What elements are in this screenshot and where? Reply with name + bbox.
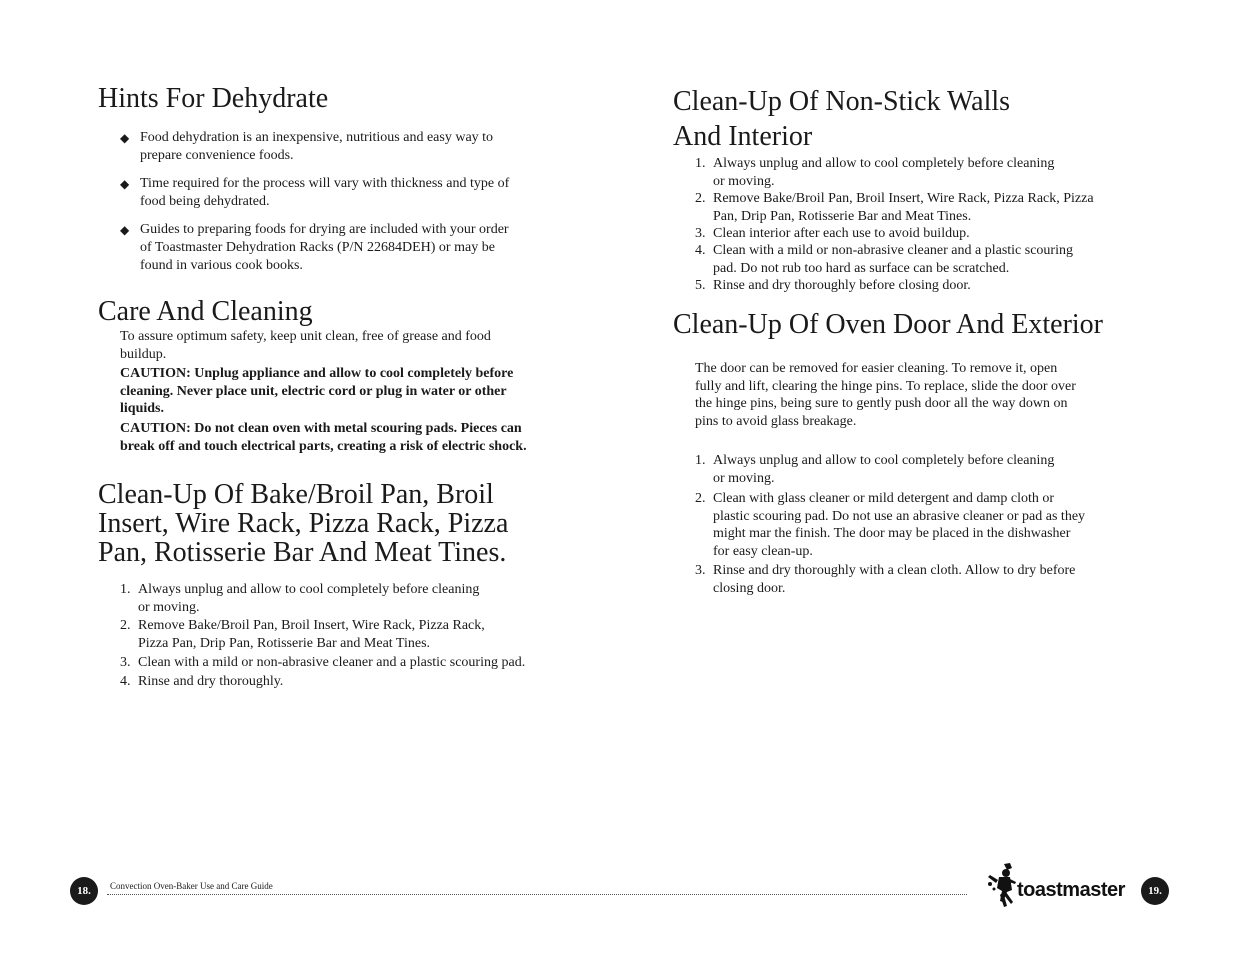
step-text: Always unplug and allow to cool completely before cleaning xyxy=(138,582,480,597)
door-intro-line: The door can be removed for easier cleaning. To remove it, open xyxy=(695,361,1058,376)
caution-line: liquids. xyxy=(120,401,164,416)
step-number: 2. xyxy=(120,618,131,633)
step-text: Rinse and dry thoroughly. xyxy=(138,674,284,689)
step-number: 3. xyxy=(695,563,706,578)
footer-divider xyxy=(107,894,967,895)
caution-unplug xyxy=(120,365,570,418)
bullet-text: found in various cook books. xyxy=(140,258,303,273)
step-text: Clean with glass cleaner or mild detergent and damp cloth or xyxy=(713,491,1055,506)
bake-heading-line: Pan, Rotisserie Bar And Meat Tines. xyxy=(98,537,507,568)
bullet-text: of Toastmaster Dehydration Racks (P/N 22684DEH) or may be xyxy=(140,240,495,255)
caution-scouring xyxy=(120,420,580,455)
step-text: Always unplug and allow to cool completely before cleaning xyxy=(713,156,1055,171)
step-number: 4. xyxy=(120,674,131,689)
caution-line: break off and touch electrical parts, creating a risk of electric shock. xyxy=(120,438,527,454)
care-heading: Care And Cleaning xyxy=(98,296,313,327)
brand-wordmark: toastmaster xyxy=(1017,879,1125,901)
step-text: Remove Bake/Broil Pan, Broil Insert, Wire Rack, Pizza Rack, xyxy=(138,618,485,633)
diamond-bullet-icon: ◆ xyxy=(120,223,130,237)
step-text: Remove Bake/Broil Pan, Broil Insert, Wire Rack, Pizza Rack, Pizza xyxy=(713,191,1094,206)
step-text: Clean with a mild or non-abrasive cleaner and a plastic scouring pad. xyxy=(138,655,526,670)
step-text: Clean with a mild or non-abrasive cleaner and a plastic scouring xyxy=(713,243,1073,258)
chef-figure-icon xyxy=(985,862,1019,910)
toastmaster-logo xyxy=(985,862,1135,910)
door-intro xyxy=(695,360,1155,430)
bullet-text: Guides to preparing foods for drying are included with your order xyxy=(140,222,509,237)
step-text: Rinse and dry thoroughly with a clean cloth. Allow to dry before xyxy=(713,563,1076,578)
step-text: Rinse and dry thoroughly before closing door. xyxy=(713,278,971,293)
step-text: or moving. xyxy=(713,470,775,486)
step-text: or moving. xyxy=(138,599,200,615)
door-heading: Clean-Up Of Oven Door And Exterior xyxy=(673,309,1104,340)
step-number: 3. xyxy=(120,655,131,670)
caution-line: cleaning. Never place unit, electric cord or plug in water or other xyxy=(120,383,507,399)
bullet-text: Food dehydration is an inexpensive, nutritious and easy way to xyxy=(140,130,494,145)
door-intro-line: pins to avoid glass breakage. xyxy=(695,413,857,429)
nonstick-heading-line: And Interior xyxy=(673,121,813,152)
step-text: Clean interior after each use to avoid buildup. xyxy=(713,226,970,241)
page-number-left: 18. xyxy=(70,877,98,905)
step-text: might mar the finish. The door may be placed in the dishwasher xyxy=(713,526,1071,541)
step-number: 5. xyxy=(695,278,706,293)
care-intro xyxy=(120,328,570,363)
step-text: pad. Do not rub too hard as surface can be scratched. xyxy=(713,260,1010,276)
step-text: or moving. xyxy=(713,173,775,189)
guide-title: Convection Oven-Baker Use and Care Guide xyxy=(110,881,273,891)
page-number-right: 19. xyxy=(1141,877,1169,905)
step-text: Pizza Pan, Drip Pan, Rotisserie Bar and Meat Tines. xyxy=(138,635,431,651)
diamond-bullet-icon: ◆ xyxy=(120,131,130,145)
step-number: 3. xyxy=(695,226,706,241)
bullet-text: prepare convenience foods. xyxy=(140,148,294,163)
step-text: Always unplug and allow to cool completely before cleaning xyxy=(713,453,1055,468)
step-number: 1. xyxy=(120,582,131,597)
caution-line: CAUTION: Unplug appliance and allow to cool completely before xyxy=(120,366,514,381)
care-intro-line: buildup. xyxy=(120,346,167,362)
step-number: 1. xyxy=(695,156,706,171)
bake-heading-line: Clean-Up Of Bake/Broil Pan, Broil xyxy=(98,479,494,510)
step-text: closing door. xyxy=(713,580,786,596)
step-text: Pan, Drip Pan, Rotisserie Bar and Meat Tines. xyxy=(713,208,972,224)
bake-heading xyxy=(98,480,578,567)
step-number: 1. xyxy=(695,453,706,468)
bake-heading-line: Insert, Wire Rack, Pizza Rack, Pizza xyxy=(98,508,509,539)
nonstick-heading xyxy=(673,84,1153,154)
bullet-text: food being dehydrated. xyxy=(140,194,270,209)
step-text: for easy clean-up. xyxy=(713,543,813,559)
caution-line: CAUTION: Do not clean oven with metal scouring pads. Pieces can xyxy=(120,421,522,436)
diamond-bullet-icon: ◆ xyxy=(120,177,130,191)
step-number: 2. xyxy=(695,191,706,206)
step-text: plastic scouring pad. Do not use an abrasive cleaner or pad as they xyxy=(713,508,1086,524)
door-intro-line: the hinge pins, being sure to gently push door all the way down on xyxy=(695,396,1068,411)
care-intro-line: To assure optimum safety, keep unit clean, free of grease and food xyxy=(120,329,491,344)
step-number: 4. xyxy=(695,243,706,258)
door-intro-line: fully and lift, clearing the hinge pins. To replace, slide the door over xyxy=(695,378,1076,394)
step-number: 2. xyxy=(695,491,706,506)
nonstick-heading-line: Clean-Up Of Non-Stick Walls xyxy=(673,86,1011,117)
dehydrate-heading: Hints For Dehydrate xyxy=(98,83,329,114)
bullet-text: Time required for the process will vary with thickness and type of xyxy=(140,176,510,191)
